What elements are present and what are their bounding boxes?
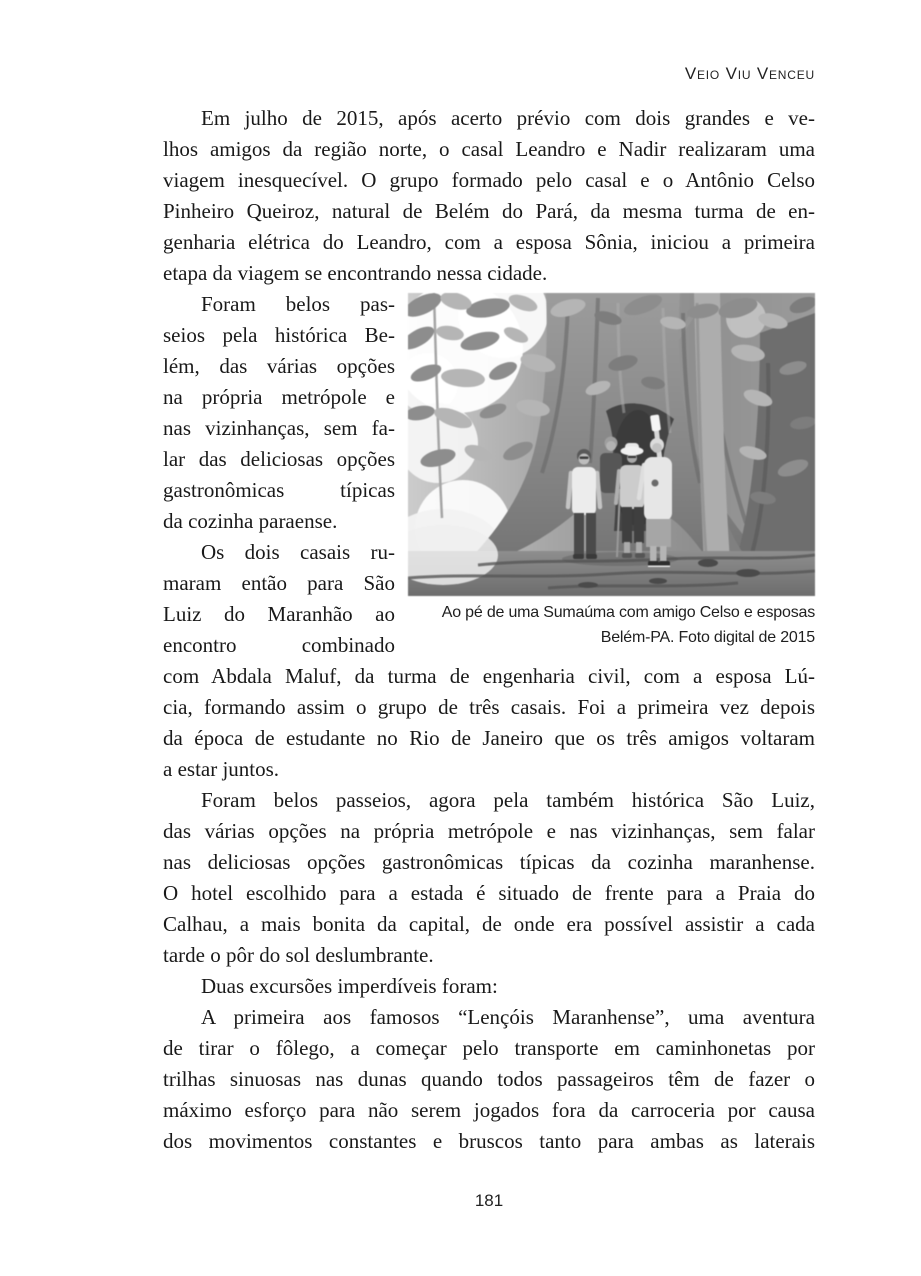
text-line: tarde o pôr do sol deslumbrante. (163, 943, 434, 967)
text-line: lém, das várias opções (163, 354, 395, 378)
text-line: com Abdala Maluf, da turma de engenharia civil, com a esposa Lú- (163, 664, 815, 688)
text-line: O hotel escolhido para a estada é situado de frente para a Praia do (163, 881, 815, 905)
text-block (163, 103, 815, 1157)
text-line: Calhau, a mais bonita da capital, de onde era possível assistir a cada (163, 912, 815, 936)
text-line: Foram belos passeios, agora pela também histórica São Luiz, (201, 788, 815, 812)
photo-caption (408, 600, 815, 650)
text-line: trilhas sinuosas nas dunas quando todos passageiros têm de fazer o (163, 1067, 815, 1091)
running-head-text: Veio Viu Venceu (684, 64, 815, 83)
paragraph-5 (163, 971, 815, 1002)
text-line: Duas excursões imperdíveis foram: (201, 974, 498, 998)
running-head (685, 64, 815, 84)
text-line: Em julho de 2015, após acerto prévio com dois grandes e ve- (201, 106, 815, 130)
text-line: nas deliciosas opções gastronômicas típicas da cozinha maranhense. (163, 850, 815, 874)
text-line: A primeira aos famosos “Lençóis Maranhense”, uma aventura (201, 1005, 815, 1029)
paragraph-1 (163, 103, 815, 289)
text-line: etapa da viagem se encontrando nessa cidade. (163, 261, 548, 285)
text-line: das várias opções na própria metrópole e nas vizinhanças, sem falar (163, 819, 815, 843)
text-line: genharia elétrica do Leandro, com a esposa Sônia, iniciou a primeira (163, 230, 815, 254)
text-line: da cozinha paraense. (163, 509, 338, 533)
text-line: gastronômicas típicas (163, 478, 395, 502)
text-line: na própria metrópole e (163, 385, 395, 409)
paragraph-6 (163, 1002, 815, 1157)
text-line: lar das deliciosas opções (163, 447, 395, 471)
paragraph-3-continued (163, 661, 815, 785)
text-line: viagem inesquecível. O grupo formado pelo casal e o Antônio Celso (163, 168, 815, 192)
text-line: maram então para São (163, 571, 395, 595)
sumauma-tree-photo (408, 293, 815, 596)
page-footer (163, 1191, 815, 1211)
text-line: cia, formando assim o grupo de três casais. Foi a primeira vez depois (163, 695, 815, 719)
text-line: Luiz do Maranhão ao (163, 602, 395, 626)
text-line: máximo esforço para não serem jogados fora da carroceria por causa (163, 1098, 815, 1122)
text-line: lhos amigos da região norte, o casal Leandro e Nadir realizaram uma (163, 137, 815, 161)
text-line: Foram belos pas- (201, 292, 395, 316)
paragraph-4 (163, 785, 815, 971)
caption-line-2: Belém-PA. Foto digital de 2015 (600, 629, 815, 646)
text-line: dos movimentos constantes e bruscos tanto para ambas as laterais (163, 1129, 815, 1153)
text-line: Pinheiro Queiroz, natural de Belém do Pará, da mesma turma de en- (163, 199, 815, 223)
text-line: de tirar o fôlego, a começar pelo transporte em caminhonetas por (163, 1036, 815, 1060)
text-line: seios pela histórica Be- (163, 323, 395, 347)
page-number: 181 (474, 1191, 504, 1210)
text-line: encontro combinado (163, 633, 395, 657)
text-line: a estar juntos. (163, 757, 280, 781)
photo-figure (408, 293, 815, 650)
text-line: da época de estudante no Rio de Janeiro que os três amigos voltaram (163, 726, 815, 750)
text-line: nas vizinhanças, sem fa- (163, 416, 395, 440)
caption-line-1: Ao pé de uma Sumaúma com amigo Celso e esposas (441, 604, 815, 621)
text-line: Os dois casais ru- (201, 540, 395, 564)
